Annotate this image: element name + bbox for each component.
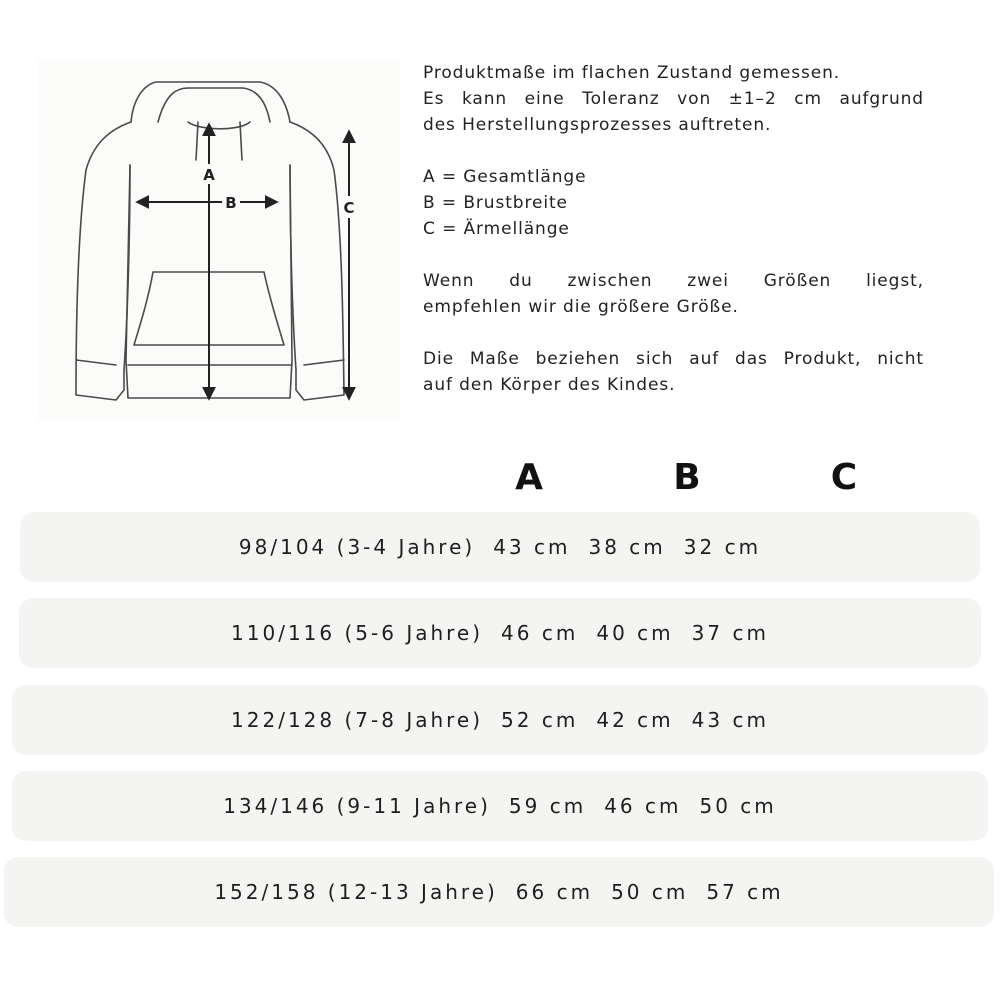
legend-c: C = Ärmellänge xyxy=(423,219,570,239)
column-header-b: B xyxy=(673,457,701,498)
value-c: 37 cm xyxy=(691,621,769,645)
value-c: 43 cm xyxy=(691,708,769,732)
value-b: 42 cm xyxy=(596,708,674,732)
table-row xyxy=(4,857,994,927)
label-b: B xyxy=(225,194,237,212)
table-row xyxy=(20,512,980,582)
hoodie-diagram xyxy=(38,60,400,420)
info-paragraph-sizes: Wenn du zwischen zwei Größen liegst, empfehlen wir die größere Größe. xyxy=(423,271,924,317)
size-label: 122/128 (7-8 Jahre) xyxy=(231,708,484,732)
value-a: 43 cm xyxy=(493,535,571,559)
value-b: 40 cm xyxy=(596,621,674,645)
label-c: C xyxy=(343,199,355,217)
column-header-a: A xyxy=(515,457,543,498)
size-label: 152/158 (12-13 Jahre) xyxy=(214,880,498,904)
value-c: 32 cm xyxy=(683,535,762,559)
hoodie-illustration xyxy=(38,60,400,420)
size-label: 134/146 (9-11 Jahre) xyxy=(223,794,491,818)
value-c: 50 cm xyxy=(699,794,777,818)
legend-b: B = Brustbreite xyxy=(423,193,568,213)
table-row xyxy=(12,685,988,755)
info-paragraph-product: Die Maße beziehen sich auf das Produkt, nicht auf den Körper des Kindes. xyxy=(423,349,924,395)
info-text xyxy=(423,60,924,424)
column-header-c: C xyxy=(830,457,858,498)
value-b: 50 cm xyxy=(611,880,689,904)
value-b: 46 cm xyxy=(604,794,682,818)
info-paragraph-measurement: Produktmaße im flachen Zustand gemessen. Es kann eine Toleranz von ±1–2 cm aufgrund des Herstellungsprozesses auftreten. xyxy=(423,63,924,135)
table-row xyxy=(19,598,981,668)
size-label: 98/104 (3-4 Jahre) xyxy=(238,535,476,559)
legend-a: A = Gesamtlänge xyxy=(423,167,587,187)
value-a: 52 cm xyxy=(501,708,579,732)
info-legend xyxy=(423,164,924,242)
table-row xyxy=(12,771,988,841)
value-a: 59 cm xyxy=(508,794,587,818)
label-a: A xyxy=(203,166,215,184)
value-a: 66 cm xyxy=(515,880,594,904)
value-b: 38 cm xyxy=(588,535,666,559)
value-a: 46 cm xyxy=(501,621,579,645)
value-c: 57 cm xyxy=(706,880,784,904)
size-label: 110/116 (5-6 Jahre) xyxy=(231,621,484,645)
